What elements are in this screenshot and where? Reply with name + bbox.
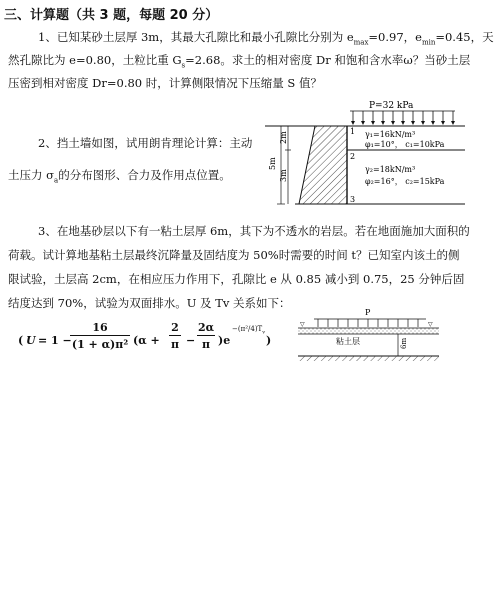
q1-line1 — [38, 30, 494, 49]
q2-line2 — [8, 168, 231, 187]
formula-minus: − — [186, 334, 196, 347]
q2-line2-text: 土压力 σ — [8, 168, 55, 182]
q1-line2a: 然孔隙比为 e=0.80，土粒比重 G — [8, 53, 182, 67]
fig3-rock-layer — [298, 356, 439, 361]
q3-line1-text: 3、在地基砂层以下有一粘土层厚 6m，其下为不透水的岩层。若在地面施加大面积的 — [38, 224, 470, 238]
fig3-load-label: P — [365, 308, 371, 317]
q1-emin-sub: min — [421, 38, 436, 47]
fig3-sand-layer — [298, 328, 439, 334]
q2-sub: a — [54, 176, 59, 185]
q1-line3 — [8, 76, 322, 90]
dim-3m: 3m — [279, 169, 288, 182]
formula-u: U — [26, 334, 36, 347]
formula-exp-sub: v — [262, 329, 266, 336]
section-title-text: 三、计算题 — [4, 8, 70, 23]
formula-close-paren: ) — [266, 334, 272, 347]
load-label: P=32 kPa — [369, 101, 414, 111]
layer1-gamma: γ₁=16kN/m³ — [365, 130, 416, 139]
q3-line3 — [8, 272, 464, 286]
dim-5m: 5m — [268, 157, 277, 170]
formula-close: )e — [218, 334, 231, 347]
q1-line1-text: 1、已知某砂土层厚 3m，其最大孔隙比和最小孔隙比分别为 e — [38, 30, 354, 44]
formula-pi2: π — [201, 338, 211, 351]
fig3-clay-label: 粘土层 — [336, 337, 360, 346]
layer1-props: φ₁=10°， c₁=10kPa — [365, 140, 445, 149]
q3-line2-text: 荷载。试计算地基粘土层最终沉降量及固结度为 50%时需要的时间 t？已知室内该土的侧 — [8, 248, 460, 262]
formula-num: 16 — [70, 320, 130, 336]
point-3: 3 — [350, 195, 356, 204]
dim-2m: 2m — [279, 131, 288, 144]
retaining-wall-figure — [255, 96, 465, 214]
formula-den: (1 + α)π² — [71, 338, 129, 351]
section-title — [4, 4, 218, 23]
q1-line2b: =2.68。求土的相对密度 Dr 和饱和含水率ω？当砂土层 — [185, 53, 471, 67]
fig3-dim: 6m — [400, 337, 408, 349]
q1-emax-val: =0.97，e — [368, 30, 422, 44]
formula-two: 2 — [169, 320, 181, 336]
fig3-load-arrows — [314, 319, 426, 327]
formula-exp — [232, 325, 265, 335]
q1-line2 — [8, 53, 470, 72]
q1-line3-text: 压密到相对密度 Dr=0.80 时，计算侧限情况下压缩量 S 值？ — [8, 76, 322, 90]
q1-emin-val: =0.45，天 — [435, 30, 494, 44]
q3-line4-text: 结度达到 70%，试验为双面排水。U 及 Tv 关系如下： — [8, 296, 291, 310]
formula-frac3 — [197, 320, 215, 353]
point-2: 2 — [350, 152, 356, 161]
q3-line4 — [8, 296, 291, 310]
q3-line1 — [38, 224, 470, 238]
formula-two-alpha: 2α — [197, 321, 215, 334]
formula-frac1 — [70, 320, 130, 353]
formula-eq: = 1 − — [38, 334, 72, 347]
q2-line1-text: 2、挡土墙如图，试用朗肯理论计算：主动 — [38, 136, 253, 150]
fig3-level-right: ▽ — [428, 321, 433, 328]
layer2-gamma: γ₂=18kN/m³ — [365, 165, 416, 174]
formula-exp-text: −(π²/4)T — [232, 325, 263, 333]
q2-line1 — [38, 136, 252, 150]
q3-line3-text: 限试验，土层高 2cm，在相应压力作用下，孔隙比 e 从 0.85 减小到 0.75，25 分钟后固 — [8, 272, 465, 286]
formula-paren: (α + — [133, 334, 160, 347]
retaining-wall — [299, 126, 347, 204]
q1-emax-sub: max — [353, 38, 369, 47]
formula-frac2 — [169, 320, 181, 353]
q3-line2 — [8, 248, 460, 262]
fig3-level-left: ▽ — [300, 321, 305, 328]
formula-open-paren: ( — [18, 334, 24, 347]
formula-pi: π — [170, 338, 180, 351]
section-meta: （共 3 题，每题 20 分） — [69, 8, 219, 23]
q1-gs-sub: s — [181, 61, 186, 70]
q2-line2b: 的分布图形、合力及作用点位置。 — [58, 168, 231, 182]
clay-layer-figure — [296, 308, 441, 364]
point-1: 1 — [350, 127, 356, 136]
layer2-props: φ₂=16°， c₂=15kPa — [365, 177, 445, 186]
